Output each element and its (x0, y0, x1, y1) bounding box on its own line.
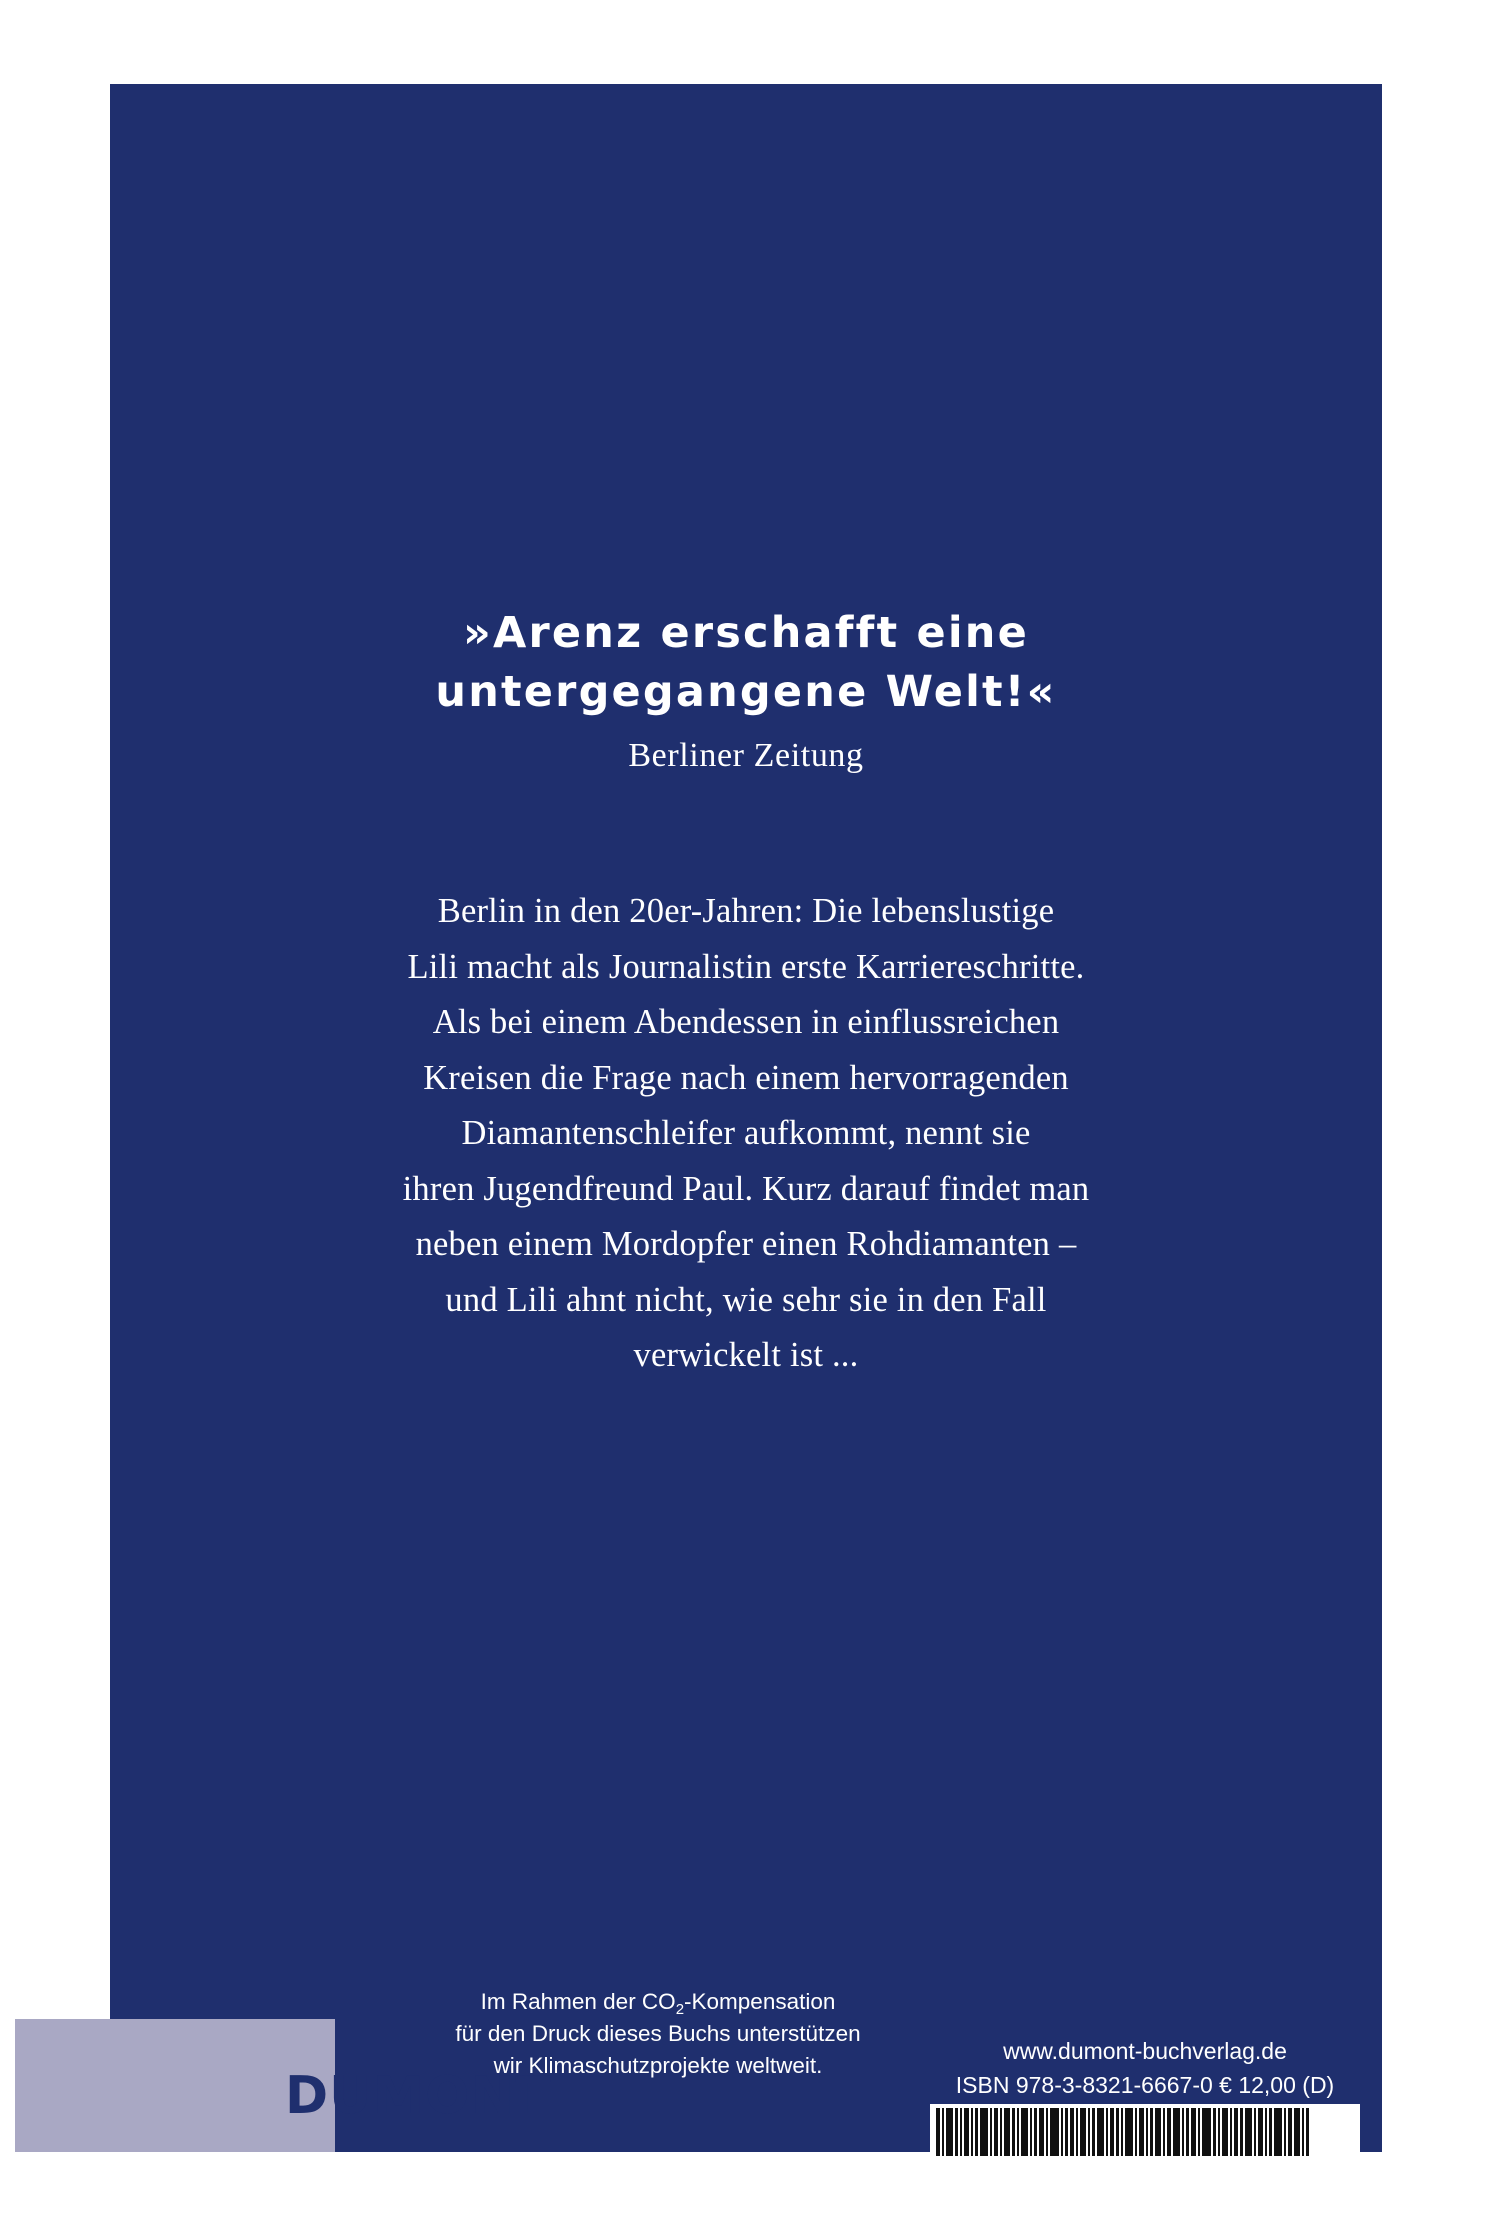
blurb-line-8: und Lili ahnt nicht, wie sehr sie in den Fall (445, 1280, 1047, 1319)
co2-note-subscript: 2 (675, 2001, 685, 2019)
cover-footer (110, 1956, 1382, 2152)
co2-note-line-1-pre: Im Rahmen der CO (480, 1989, 676, 2015)
press-quote-line-1: »Arenz erschafft eine (463, 608, 1029, 658)
isbn-price: ISBN 978-3-8321-6667-0 € 12,00 (D) (955, 2071, 1335, 2098)
blurb-line-9: verwickelt ist ... (633, 1336, 859, 1375)
co2-note-line-3: wir Klimaschutzprojekte weltweit. (493, 2053, 823, 2079)
co2-compensation-note (448, 1986, 868, 2082)
blurb-line-5: Diamantenschleifer aufkommt, nennt sie (461, 1114, 1031, 1153)
blurb-line-1: Berlin in den 20er-Jahren: Die lebenslustige (437, 892, 1055, 930)
co2-note-line-2: für den Druck dieses Buchs unterstützen (455, 2021, 861, 2047)
book-back-cover (110, 84, 1382, 2152)
press-quote-line-2: untergegangene Welt!« (435, 667, 1057, 718)
publisher-website: www.dumont-buchverlag.de (1003, 2038, 1287, 2065)
barcode (930, 2104, 1360, 2160)
blurb-line-7: neben einem Mordopfer einen Rohdiamanten – (415, 1225, 1077, 1264)
blurb-line-3: Als bei einem Abendessen in einflussreichen (432, 1003, 1060, 1042)
co2-note-line-1-post: -Kompensation (684, 1989, 836, 2015)
isbn-block (930, 2035, 1360, 2102)
co2-note-line-1 (448, 1986, 868, 2018)
press-quote (110, 604, 1382, 775)
book-blurb (300, 884, 1192, 1384)
blurb-line-2: Lili macht als Journalistin erste Karriereschritte. (407, 947, 1085, 986)
blurb-line-4: Kreisen die Frage nach einem hervorragenden (423, 1058, 1069, 1097)
publisher-logo-text: DUMONT (285, 2066, 552, 2126)
blurb-line-6: ihren Jugendfreund Paul. Kurz darauf findet man (402, 1169, 1090, 1208)
press-quote-source: Berliner Zeitung (628, 736, 864, 774)
